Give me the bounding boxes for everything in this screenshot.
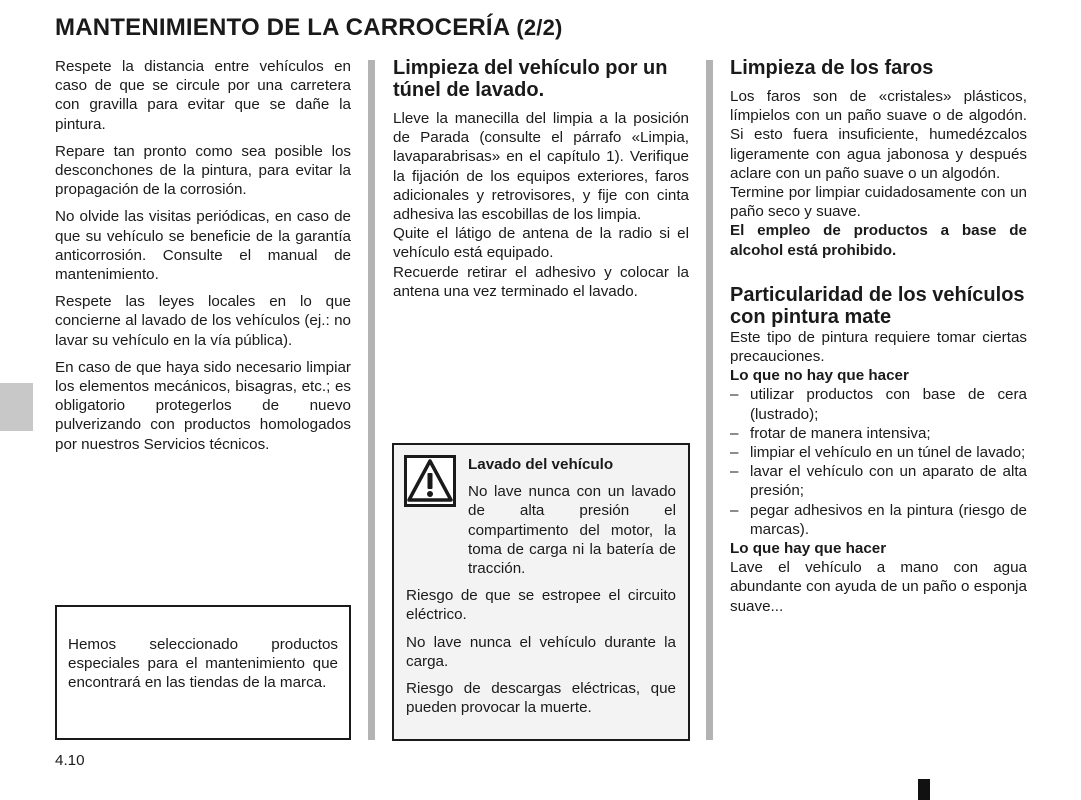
paragraph: Termine por limpiar cuidadosamente con un paño seco y suave. (730, 184, 1027, 221)
section-heading-tunnel-wash: Limpieza del vehículo por un túnel de lavado. (393, 57, 668, 101)
paragraph: Respete la distancia entre vehículos en caso de que se circule por una carretera con gravilla para evitar que se dañe la pintura. (55, 58, 351, 133)
list-item: – frotar de manera intensiva; (730, 424, 931, 442)
paragraph: En caso de que haya sido necesario limpiar los elementos mecánicos, bisagras, etc.; es obligatorio protegerlos de nuevo pulverizando con productos homologados por nuestros Servicios técnicos. (55, 358, 351, 453)
column-middle (393, 57, 689, 301)
page-edge-mark (918, 779, 930, 800)
warning-title: Lavado del vehículo (468, 456, 614, 473)
list-item: – utilizar productos con base de cera (lustrado); (730, 386, 1027, 423)
list-item: – lavar el vehículo con un aparato de alta presión; (730, 463, 1027, 500)
page-title-suffix: (2/2) (516, 15, 563, 40)
paragraph: Quite el látigo de antena de la radio si el vehículo está equipado. (393, 225, 689, 262)
column-left (55, 57, 351, 454)
warning-text: No lave nunca el vehículo durante la carga. (406, 633, 676, 670)
do-title: Lo que hay que hacer (730, 540, 887, 558)
section-heading-headlights: Limpieza de los faros (730, 57, 934, 79)
tunnel-wash-text (393, 109, 689, 301)
paragraph: Este tipo de pintura requiere tomar ciertas precauciones. (730, 328, 1027, 366)
column-right (730, 57, 1027, 616)
paragraph: Recuerde retirar el adhesivo y colocar la antena una vez terminado el lavado. (393, 263, 689, 300)
list-item: – limpiar el vehículo en un túnel de lavado; (730, 444, 1026, 462)
warning-box (392, 443, 690, 741)
paragraph: Respete las leyes locales en lo que concierne al lavado de los vehículos (ej.: no lavar su vehículo en la vía pública). (55, 293, 351, 349)
paragraph: Lave el vehículo a mano con agua abundante con ayuda de un paño o esponja suave... (730, 559, 1027, 615)
products-note-text: Hemos seleccionado productos especiales para el mantenimiento que encontrará en las tiendas de la marca. (68, 636, 338, 692)
page-title-text: MANTENIMIENTO DE LA CARROCERÍA (55, 14, 510, 41)
paragraph: Lleve la manecilla del limpia a la posición de Parada (consulte el párrafo «Limpia, lavaparabrisas» en el capítulo 1). Verifique la fijación de los equipos exteriores, faros adicionales y retrovisores, y fije con cinta adhesiva las escobillas de los limpia. (393, 110, 689, 224)
warning-text: Riesgo de que se estropee el circuito eléctrico. (406, 587, 676, 624)
paragraph: Repare tan pronto como sea posible los desconchones de la pintura, para evitar la propagación de la corrosión. (55, 142, 351, 199)
paragraph-warning: El empleo de productos a base de alcohol está prohibido. (730, 222, 1027, 259)
paragraph: No olvide las visitas periódicas, en caso de que su vehículo se beneficie de la garantía anticorrosión. Consulte el manual de mantenimiento. (55, 208, 351, 284)
paragraph: Los faros son de «cristales» plásticos, límpielos con un paño suave o de algodón. Si esto fuera insuficiente, humedézcalos ligeramente con agua jabonosa y después aclare con un paño suave o un algodón. (730, 88, 1027, 182)
warning-text: Riesgo de descargas eléctricas, que pueden provocar la muerte. (406, 680, 676, 717)
warning-triangle-icon (404, 455, 456, 507)
warning-text: No lave nunca con un lavado de alta presión el compartimento del motor, la toma de carga ni la batería de tracción. (468, 483, 676, 578)
dont-list (730, 385, 1027, 539)
page-title (55, 14, 563, 42)
list-item: – pegar adhesivos en la pintura (riesgo de marcas). (730, 501, 1027, 538)
column-separator (706, 60, 713, 740)
section-heading-matte-paint: Particularidad de los vehículos con pintura mate (730, 283, 1025, 328)
chapter-tab (0, 383, 33, 431)
products-note-box (55, 605, 351, 740)
dont-title: Lo que no hay que hacer (730, 367, 909, 385)
page-number: 4.10 (55, 752, 85, 769)
column-separator (368, 60, 375, 740)
